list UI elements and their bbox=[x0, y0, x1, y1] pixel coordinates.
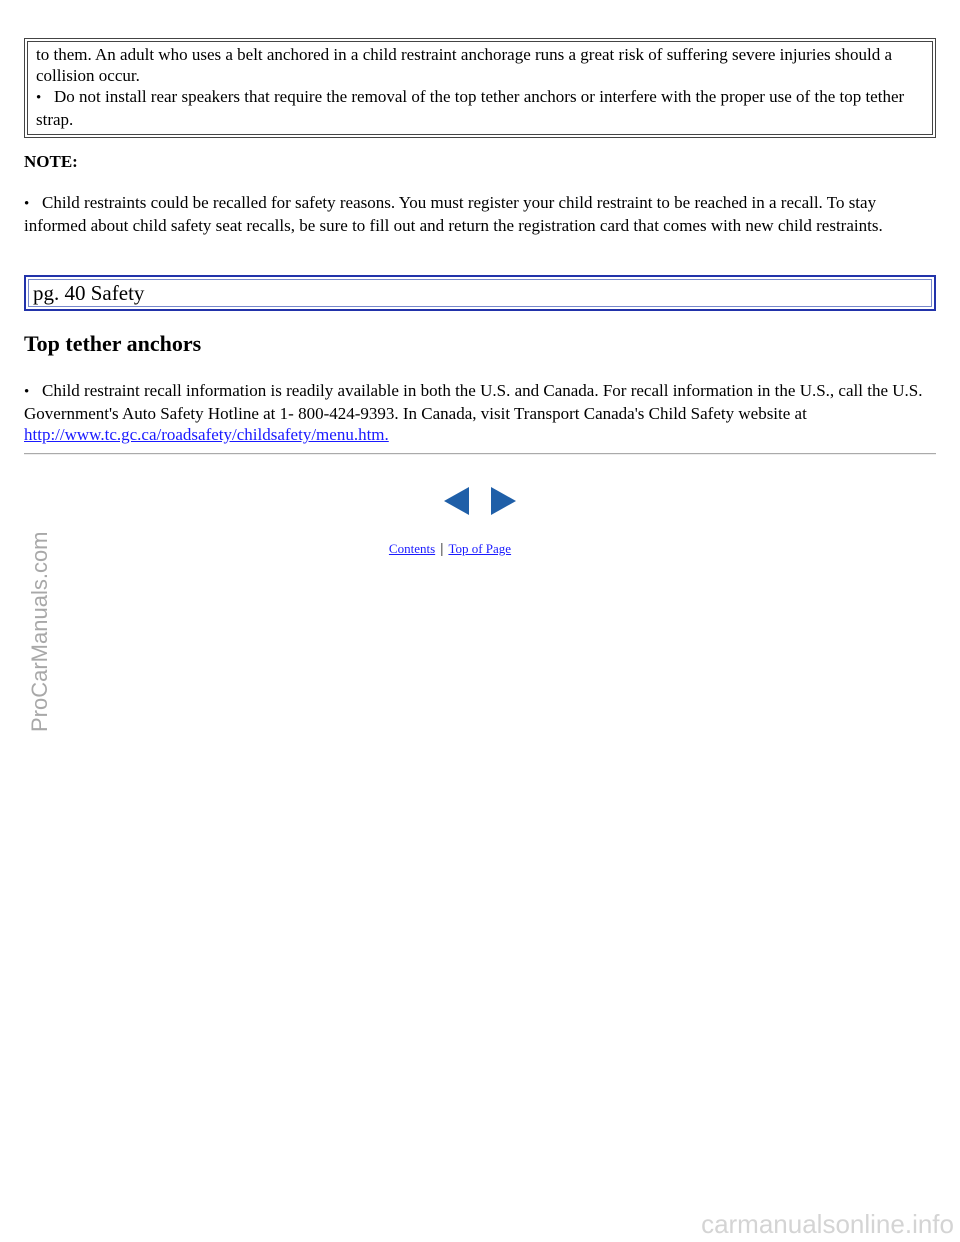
procarmanuals-watermark: ProCarManuals.com bbox=[27, 531, 52, 732]
contents-link[interactable]: Contents bbox=[388, 541, 436, 556]
note-label: NOTE: bbox=[24, 152, 78, 171]
bullet-icon: • bbox=[24, 196, 30, 212]
note-bullet-item bbox=[24, 192, 936, 236]
footer-links bbox=[0, 541, 906, 558]
next-page-arrow-icon[interactable] bbox=[489, 486, 517, 516]
note-bullet-text: Child restraints could be recalled for safety reasons. You must register your child restraint to be reached in a recall. To stay informed about child safety seat recalls, be sure to fill out and return the registration card that comes with new child restraints. bbox=[24, 193, 883, 235]
previous-page-arrow-icon[interactable] bbox=[443, 486, 471, 516]
page-navigation bbox=[443, 486, 519, 516]
top-of-page-link[interactable]: Top of Page bbox=[448, 541, 512, 556]
warning-box bbox=[24, 38, 936, 138]
warning-bullet-text: Do not install rear speakers that require the removal of the top tether anchors or interfere with the proper use of the top tether strap. bbox=[36, 87, 905, 129]
warning-text: to them. An adult who uses a belt anchored in a child restraint anchorage runs a great risk of suffering severe injuries should a collision occur. bbox=[36, 45, 893, 85]
horizontal-divider bbox=[24, 453, 936, 455]
page-reference: pg. 40 Safety bbox=[24, 275, 936, 311]
carmanualsonline-watermark: carmanualsonline.info bbox=[701, 1209, 954, 1239]
bullet-icon: • bbox=[36, 90, 42, 106]
warning-bullet-item bbox=[36, 86, 926, 130]
bullet-icon: • bbox=[24, 384, 30, 400]
footer-separator: | bbox=[440, 541, 444, 557]
section-bullet-text: Child restraint recall information is readily available in both the U.S. and Canada. For recall information in the U.S., call the U.S. Government's Auto Safety Hotline at 1- 800-424-9393. In Canada, visit Transport Canada's Child Safety website at bbox=[24, 381, 923, 423]
transport-canada-link[interactable]: http://www.tc.gc.ca/roadsafety/childsafety/menu.htm. bbox=[24, 425, 389, 444]
section-heading: Top tether anchors bbox=[24, 331, 202, 356]
section-bullet-item bbox=[24, 380, 936, 445]
